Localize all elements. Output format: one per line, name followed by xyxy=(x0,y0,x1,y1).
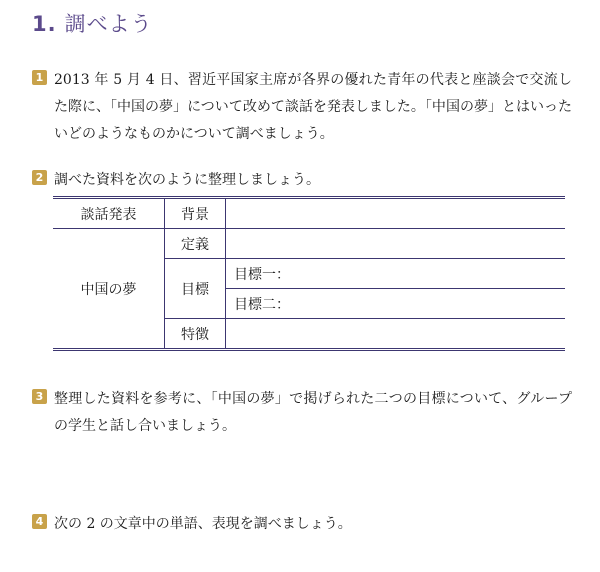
cell-goal2: 目標二： xyxy=(226,289,566,319)
heading-number: 1. xyxy=(32,12,57,36)
cell-background: 背景 xyxy=(165,198,226,229)
table-row xyxy=(53,198,565,229)
cell-definition: 定義 xyxy=(165,229,226,259)
cell-dream: 中国の夢 xyxy=(53,229,165,350)
section-3 xyxy=(32,386,572,440)
section-text-2: 調べた資料を次のように整理しましょう。 xyxy=(54,172,320,188)
page-heading xyxy=(32,8,153,38)
cell-goal: 目標 xyxy=(165,259,226,319)
section-badge-1: 1 xyxy=(32,70,47,85)
section-text-1: 2013 年 5 月 4 日、習近平国家主席が各界の優れた青年の代表と座談会で交流した際に、「中国の夢」について改めて談話を発表しました。「中国の夢」とはいったいどのようなものかについて調べましょう。 xyxy=(54,72,572,142)
section-text-3: 整理した資料を参考に、「中国の夢」で掲げられた二つの目標について、グループの学生と話し合いましょう。 xyxy=(54,391,572,434)
section-1 xyxy=(32,67,572,148)
organize-table xyxy=(53,196,565,351)
table-row xyxy=(53,229,565,259)
section-4 xyxy=(32,511,572,538)
heading-title: 調べよう xyxy=(64,12,153,36)
section-badge-4: 4 xyxy=(32,514,47,529)
cell-definition-value xyxy=(226,229,566,259)
cell-feature-value xyxy=(226,319,566,350)
cell-goal1: 目標一： xyxy=(226,259,566,289)
cell-background-value xyxy=(226,198,566,229)
section-badge-3: 3 xyxy=(32,389,47,404)
cell-feature: 特徴 xyxy=(165,319,226,350)
cell-talk: 談話発表 xyxy=(53,198,165,229)
section-badge-2: 2 xyxy=(32,170,47,185)
section-text-4: 次の 2 の文章中の単語、表現を調べましょう。 xyxy=(54,516,352,532)
section-2 xyxy=(32,167,572,194)
